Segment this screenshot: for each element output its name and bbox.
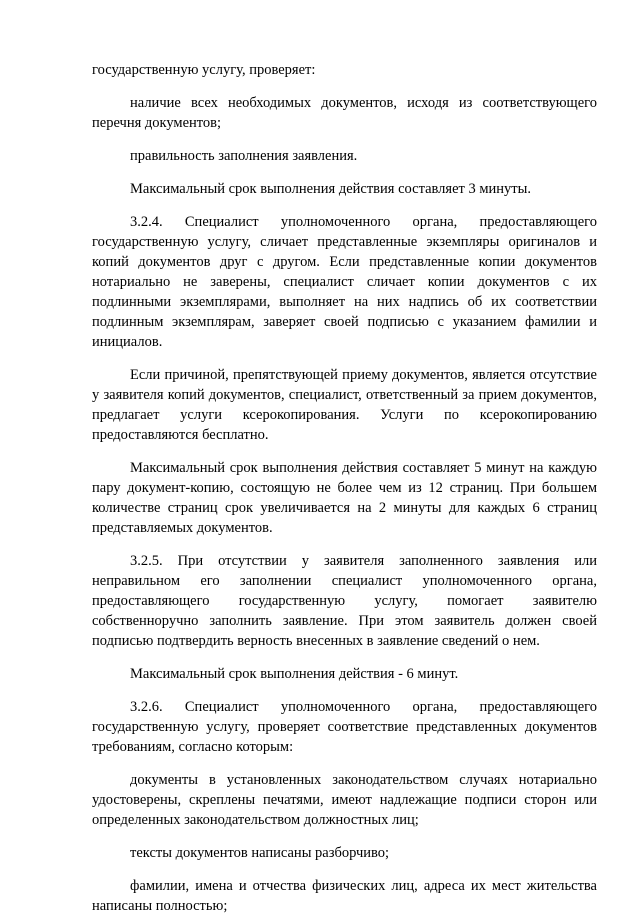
paragraph-check-application: правильность заполнения заявления. (130, 148, 358, 164)
paragraph-check-documents: наличие всех необходимых документов, исходя из соответствующего перечня документов; (92, 95, 597, 131)
paragraph-3-2-5: 3.2.5. При отсутствии у заявителя заполненного заявления или неправильном его заполнении специалист уполномоченного органа, предоставляющего государственную услугу, помогает заявителю собственноручно заполнить заявление. При этом заявитель должен своей подписью подтвердить верность внесенных в заявление сведений о нем. (92, 553, 597, 649)
paragraph-deadline-3-min: Максимальный срок выполнения действия составляет 3 минуты. (130, 181, 532, 197)
paragraph-legible: тексты документов написаны разборчиво; (130, 845, 390, 861)
document-page (92, 60, 597, 916)
paragraph-3-2-4: 3.2.4. Специалист уполномоченного органа, предоставляющего государственную услугу, сличает представленные экземпляры оригиналов и копий документов друг с другом. Если представленные копии документов нотариально не заверены, специалист сличает копии документов с их подлинными экземплярами, выполняет на них надпись об их соответствии подлинным экземплярам, заверяет своей подписью с указанием фамилии и инициалов. (92, 214, 597, 350)
paragraph-3-2-6: 3.2.6. Специалист уполномоченного органа, предоставляющего государственную услугу, проверяет соответствие представленных документов требованиям, согласно которым: (92, 699, 597, 755)
paragraph-continuation: государственную услугу, проверяет: (92, 62, 316, 78)
paragraph-full-names: фамилии, имена и отчества физических лиц, адреса их мест жительства написаны полностью; (92, 878, 597, 914)
paragraph-notarized: документы в установленных законодательством случаях нотариально удостоверены, скреплены печатями, имеют надлежащие подписи сторон или определенных законодательством должностных лиц; (92, 772, 597, 828)
paragraph-copying: Если причиной, препятствующей приему документов, является отсутствие у заявителя копий документов, специалист, ответственный за прием документов, предлагает услуги ксерокопирования. Услуги по ксерокопированию предоставляются бесплатно. (92, 367, 597, 443)
paragraph-deadline-6-min: Максимальный срок выполнения действия - 6 минут. (130, 666, 459, 682)
paragraph-deadline-5-min: Максимальный срок выполнения действия составляет 5 минут на каждую пару документ-копию, состоящую не более чем из 12 страниц. При большем количестве страниц срок увеличивается на 2 минуты для каждых 6 страниц представляемых документов. (92, 460, 597, 536)
